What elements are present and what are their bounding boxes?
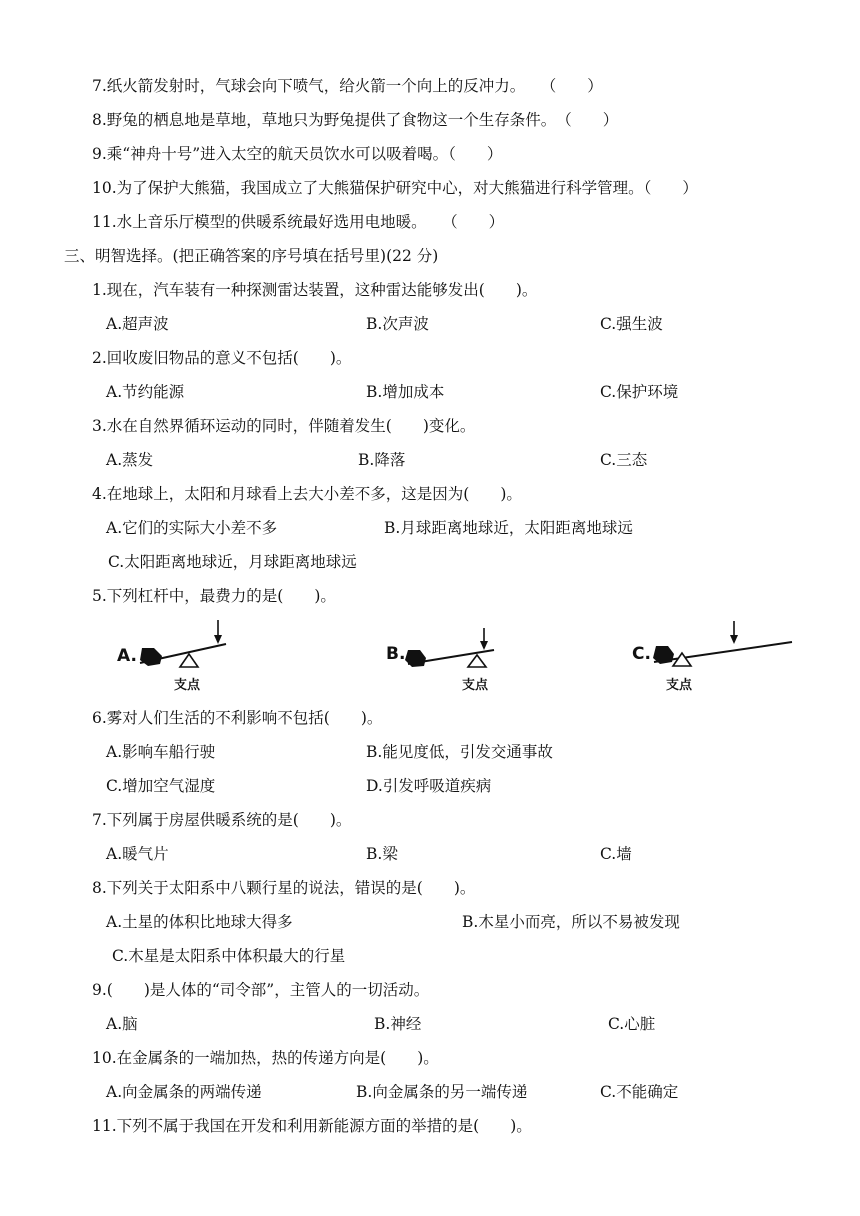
section-3-title: 三、明智选择。(把正确答案的序号填在括号里)(22 分) xyxy=(64,247,439,265)
lever-diagram-c xyxy=(632,618,792,698)
question-9-stem: 9.( )是人体的“司令部”，主管人的一切活动。 xyxy=(92,981,430,999)
question-6-option-c: C.增加空气湿度 xyxy=(106,777,216,795)
question-4-option-c: C.太阳距离地球近，月球距离地球远 xyxy=(108,553,357,571)
question-4-option-b: B.月球距离地球近，太阳距离地球远 xyxy=(384,519,633,537)
question-6-option-b: B.能见度低，引发交通事故 xyxy=(366,743,553,761)
question-4-option-a: A.它们的实际大小差不多 xyxy=(106,519,278,537)
question-9-option-a: A.脑 xyxy=(106,1015,138,1033)
tf-statement-9: 9.乘“神舟十号”进入太空的航天员饮水可以吸着喝。（ ） xyxy=(92,145,503,163)
question-8-option-a: A.土星的体积比地球大得多 xyxy=(106,913,293,931)
question-2-option-b: B.增加成本 xyxy=(366,383,445,401)
question-8-option-b: B.木星小而亮，所以不易被发现 xyxy=(462,913,680,931)
lever-a-fulcrum-label: 支点 xyxy=(174,678,201,693)
question-10-option-c: C.不能确定 xyxy=(600,1083,679,1101)
question-1-option-a: A.超声波 xyxy=(106,315,169,333)
question-2-option-c: C.保护环境 xyxy=(600,383,679,401)
question-1-option-b: B.次声波 xyxy=(366,315,429,333)
lever-b-fulcrum-label: 支点 xyxy=(462,678,489,693)
question-8-stem: 8.下列关于太阳系中八颗行星的说法，错误的是( )。 xyxy=(92,879,476,897)
question-5-stem: 5.下列杠杆中，最费力的是( )。 xyxy=(92,587,336,605)
question-8-option-c: C.木星是太阳系中体积最大的行星 xyxy=(112,947,346,965)
lever-diagram-b xyxy=(386,618,546,698)
question-6-option-d: D.引发呼吸道疾病 xyxy=(366,777,492,795)
question-3-option-b: B.降落 xyxy=(358,451,406,469)
lever-diagram-a xyxy=(114,618,274,698)
question-11-stem: 11.下列不属于我国在开发和利用新能源方面的举措的是( )。 xyxy=(92,1117,532,1135)
question-3-option-c: C.三态 xyxy=(600,451,648,469)
tf-statement-7: 7.纸火箭发射时，气球会向下喷气，给火箭一个向上的反冲力。 （ ） xyxy=(92,77,603,95)
lever-b-label: B. xyxy=(386,644,406,664)
question-6-stem: 6.雾对人们生活的不利影响不包括( )。 xyxy=(92,709,383,727)
lever-c-drawing xyxy=(632,618,802,690)
question-2-stem: 2.回收废旧物品的意义不包括( )。 xyxy=(92,349,352,367)
question-7-stem: 7.下列属于房屋供暖系统的是( )。 xyxy=(92,811,352,829)
lever-c-label: C. xyxy=(632,644,651,664)
tf-statement-8: 8.野兔的栖息地是草地，草地只为野兔提供了食物这一个生存条件。 （ ） xyxy=(92,111,619,129)
question-7-option-a: A.暖气片 xyxy=(106,845,169,863)
lever-c-fulcrum-label: 支点 xyxy=(666,678,693,693)
question-7-option-c: C.墙 xyxy=(600,845,632,863)
question-3-option-a: A.蒸发 xyxy=(106,451,154,469)
tf-statement-10: 10.为了保护大熊猫，我国成立了大熊猫保护研究中心，对大熊猫进行科学管理。（ ） xyxy=(92,179,698,197)
question-4-stem: 4.在地球上，太阳和月球看上去大小差不多，这是因为( )。 xyxy=(92,485,522,503)
tf-statement-11: 11.水上音乐厅模型的供暖系统最好选用电地暖。 （ ） xyxy=(92,213,505,231)
question-3-stem: 3.水在自然界循环运动的同时，伴随着发生( )变化。 xyxy=(92,417,476,435)
question-1-stem: 1.现在，汽车装有一种探测雷达装置，这种雷达能够发出( )。 xyxy=(92,281,538,299)
question-7-option-b: B.梁 xyxy=(366,845,398,863)
question-9-option-c: C.心脏 xyxy=(608,1015,656,1033)
question-9-option-b: B.神经 xyxy=(374,1015,422,1033)
question-10-stem: 10.在金属条的一端加热，热的传递方向是( )。 xyxy=(92,1049,439,1067)
question-10-option-b: B.向金属条的另一端传递 xyxy=(356,1083,528,1101)
question-2-option-a: A.节约能源 xyxy=(106,383,185,401)
question-6-option-a: A.影响车船行驶 xyxy=(106,743,216,761)
lever-a-label: A. xyxy=(117,646,137,666)
question-10-option-a: A.向金属条的两端传递 xyxy=(106,1083,262,1101)
question-1-option-c: C.强生波 xyxy=(600,315,663,333)
